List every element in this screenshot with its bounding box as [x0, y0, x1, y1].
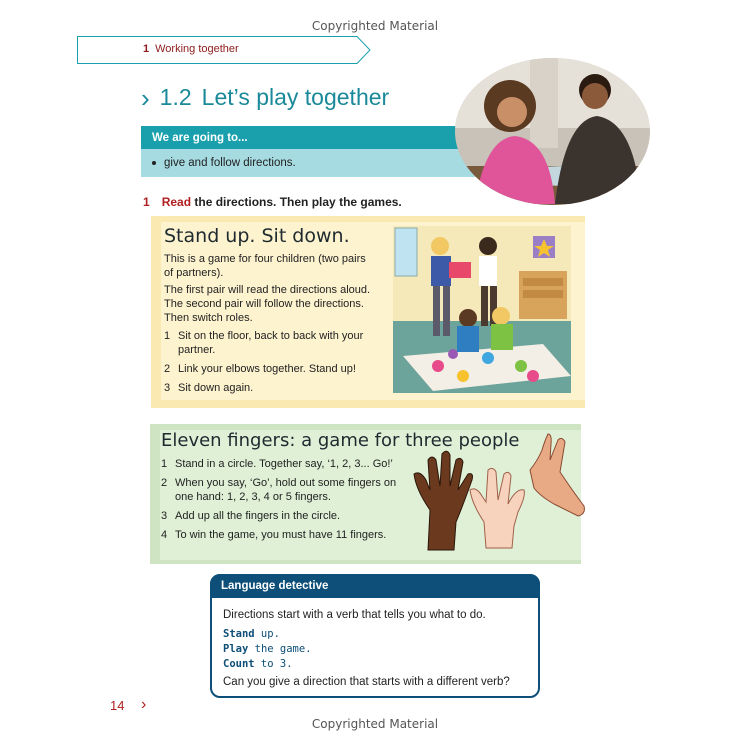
- list-item: [161, 509, 401, 523]
- unit-banner: [77, 36, 371, 64]
- step-text: When you say, ‘Go’, hold out some fingers on one hand: 1, 2, 3, 4 or 5 fingers.: [175, 477, 397, 503]
- example-verb: Play: [223, 643, 249, 655]
- lesson-title-text: Let’s play together: [201, 84, 390, 110]
- dark-hand-icon: [414, 451, 473, 550]
- game1-title: Stand up. Sit down.: [164, 225, 350, 247]
- list-item: [164, 329, 379, 357]
- goals-item-text: give and follow directions.: [164, 157, 296, 169]
- list-item: [164, 362, 379, 376]
- step-text: Stand in a circle. Together say, ‘1, 2, 3... Go!’: [175, 458, 393, 470]
- copyright-top: Copyrighted Material: [311, 19, 439, 33]
- instruction-verb: Read: [161, 195, 192, 209]
- step-text: To win the game, you must have 11 fingers.: [175, 529, 387, 541]
- detective-example: [223, 658, 293, 670]
- list-item: [164, 381, 379, 395]
- language-detective-box: [210, 574, 540, 698]
- step-number: 2: [164, 363, 171, 375]
- chevron-right-icon: ›: [141, 696, 147, 713]
- game1-steps: [164, 329, 379, 400]
- step-text: Sit down again.: [178, 382, 254, 394]
- example-verb: Stand: [223, 628, 255, 640]
- activity-instruction: [143, 195, 402, 209]
- detective-example: [223, 628, 280, 640]
- unit-title: Working together: [155, 43, 239, 55]
- step-number: 3: [164, 382, 171, 394]
- game1-intro: This is a game for four children (two pairs of partners).: [164, 253, 366, 279]
- list-item: [161, 476, 401, 504]
- step-number: 3: [161, 510, 168, 522]
- lesson-title: [141, 84, 389, 111]
- step-text: Link your elbows together. Stand up!: [178, 363, 356, 375]
- step-number: 2: [161, 477, 168, 489]
- bullet-icon: [152, 161, 156, 165]
- game1-rules: The first pair will read the directions aloud. The second pair will follow the directions. Then switch roles.: [164, 284, 371, 324]
- example-rest: the game.: [248, 643, 312, 655]
- copyright-bottom: Copyrighted Material: [311, 717, 439, 731]
- step-text: Add up all the fingers in the circle.: [175, 510, 341, 522]
- step-number: 4: [161, 529, 168, 541]
- instruction-text: the directions. Then play the games.: [194, 195, 402, 209]
- step-number: 1: [161, 458, 168, 470]
- detective-heading: Language detective: [210, 574, 540, 598]
- game2-steps: [161, 457, 401, 547]
- classroom-illustration: [393, 226, 571, 393]
- example-verb: Count: [223, 658, 255, 670]
- detective-line1: Directions start with a verb that tells you what to do.: [223, 609, 486, 621]
- chevron-right-icon: ›: [141, 82, 150, 113]
- activity-number: 1: [143, 195, 150, 209]
- list-item: [161, 528, 401, 542]
- tan-hand-icon: [530, 434, 584, 516]
- step-number: 1: [164, 330, 171, 342]
- detective-example: [223, 643, 312, 655]
- goals-heading: We are going to...: [141, 126, 521, 149]
- game2-title: Eleven fingers: a game for three people: [161, 430, 520, 451]
- hands-illustration: [408, 430, 588, 552]
- children-playing-photo: [455, 58, 650, 205]
- light-hand-icon: [470, 468, 524, 548]
- example-rest: to 3.: [254, 658, 293, 670]
- unit-number: 1: [143, 43, 150, 55]
- page-number: 14: [110, 698, 125, 713]
- unit-label: [143, 43, 239, 55]
- step-text: Sit on the floor, back to back with your partner.: [178, 330, 364, 356]
- detective-question: Can you give a direction that starts with a different verb?: [223, 676, 510, 688]
- lesson-number: 1.2: [159, 84, 192, 110]
- list-item: [161, 457, 401, 471]
- example-rest: up.: [254, 628, 280, 640]
